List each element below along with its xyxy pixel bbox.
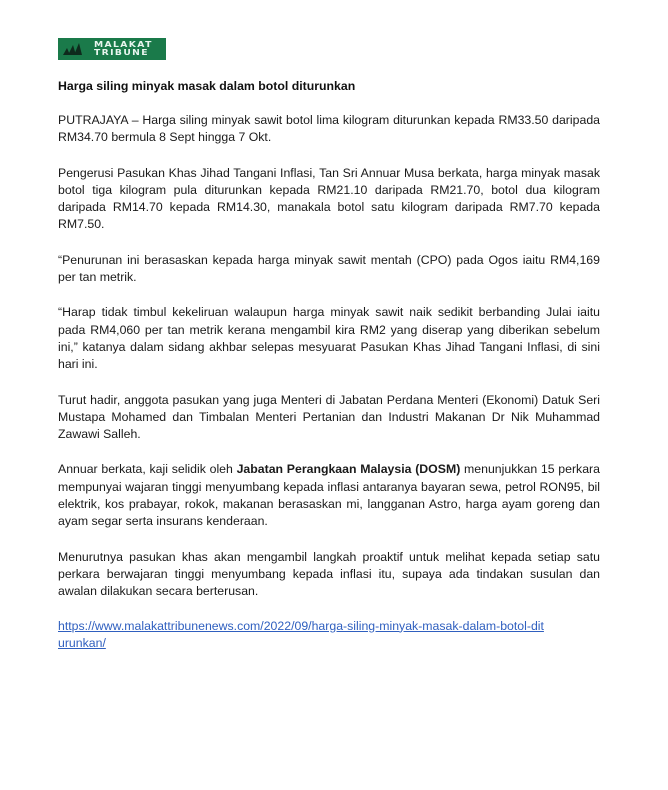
malakat-tribune-logo-icon [62, 42, 88, 56]
article-headline: Harga siling minyak masak dalam botol diturunkan [58, 79, 356, 93]
article-paragraph-3: “Penurunan ini berasaskan kepada harga minyak sawit mentah (CPO) pada Ogos iaitu RM4,169 per tan metrik. [58, 252, 600, 285]
article-paragraph-closing: Menurutnya pasukan khas akan mengambil langkah proaktif untuk melihat kepada setiap satu perkara berwajaran tinggi menyumbang kepada inflasi itu, supaya ada tindakan susulan dan awalan dilakukan secara berterusan. [58, 549, 600, 599]
source-link[interactable]: https://www.malakattribunenews.com/2022/09/harga-siling-minyak-masak-dalam-botol-diturunkan/ [58, 618, 544, 650]
dosm-text-after: menunjukkan 15 perkara mempunyai wajaran tinggi menyumbang kepada inflasi antaranya bayaran sewa, petrol RON95, bil elektrik, kos prabayar, rokok, makanan berasaskan mi, langganan Astro, harga ayam goreng dan ayam segar serta insurans kenderaan. [58, 462, 600, 529]
logo-line-1: MALAKAT [94, 40, 153, 49]
article-paragraph-2: Pengerusi Pasukan Khas Jihad Tangani Inflasi, Tan Sri Annuar Musa berkata, harga minyak masak botol tiga kilogram pula diturunkan kepada RM21.10 daripada RM21.70, botol dua kilogram daripada RM14.70 kepada RM14.30, manakala botol satu kilogram daripada RM7.70 kepada RM7.50. [58, 165, 600, 232]
malakat-tribune-logo [58, 38, 166, 60]
article-paragraph-4: “Harap tidak timbul kekeliruan walaupun harga minyak sawit naik sedikit berbanding Julai iaitu pada RM4,060 per tan metrik kerana mengambil kira RM2 yang diserap yang diberikan sebelum ini,” katanya dalam sidang akhbar selepas mesyuarat Pasukan Khas Jihad Tangani Inflasi, di sini hari ini. [58, 305, 600, 372]
article-paragraph-dosm [58, 461, 600, 530]
logo-wordmark [94, 41, 153, 57]
dosm-text-before: Annuar berkata, kaji selidik oleh [58, 462, 237, 477]
article-paragraph-1: PUTRAJAYA – Harga siling minyak sawit botol lima kilogram diturunkan kepada RM33.50 daripada RM34.70 bermula 8 Sept hingga 7 Okt. [58, 113, 600, 145]
dosm-agency-name: Jabatan Perangkaan Malaysia (DOSM) [236, 462, 461, 477]
article-paragraph-5: Turut hadir, anggota pasukan yang juga Menteri di Jabatan Perdana Menteri (Ekonomi) Datuk Seri Mustapa Mohamed dan Timbalan Menteri Pertanian dan Industri Makanan Dr Nik Muhammad Zawawi Salleh. [58, 392, 600, 442]
document-page [58, 38, 600, 652]
logo-line-2: TRIBUNE [94, 48, 149, 57]
